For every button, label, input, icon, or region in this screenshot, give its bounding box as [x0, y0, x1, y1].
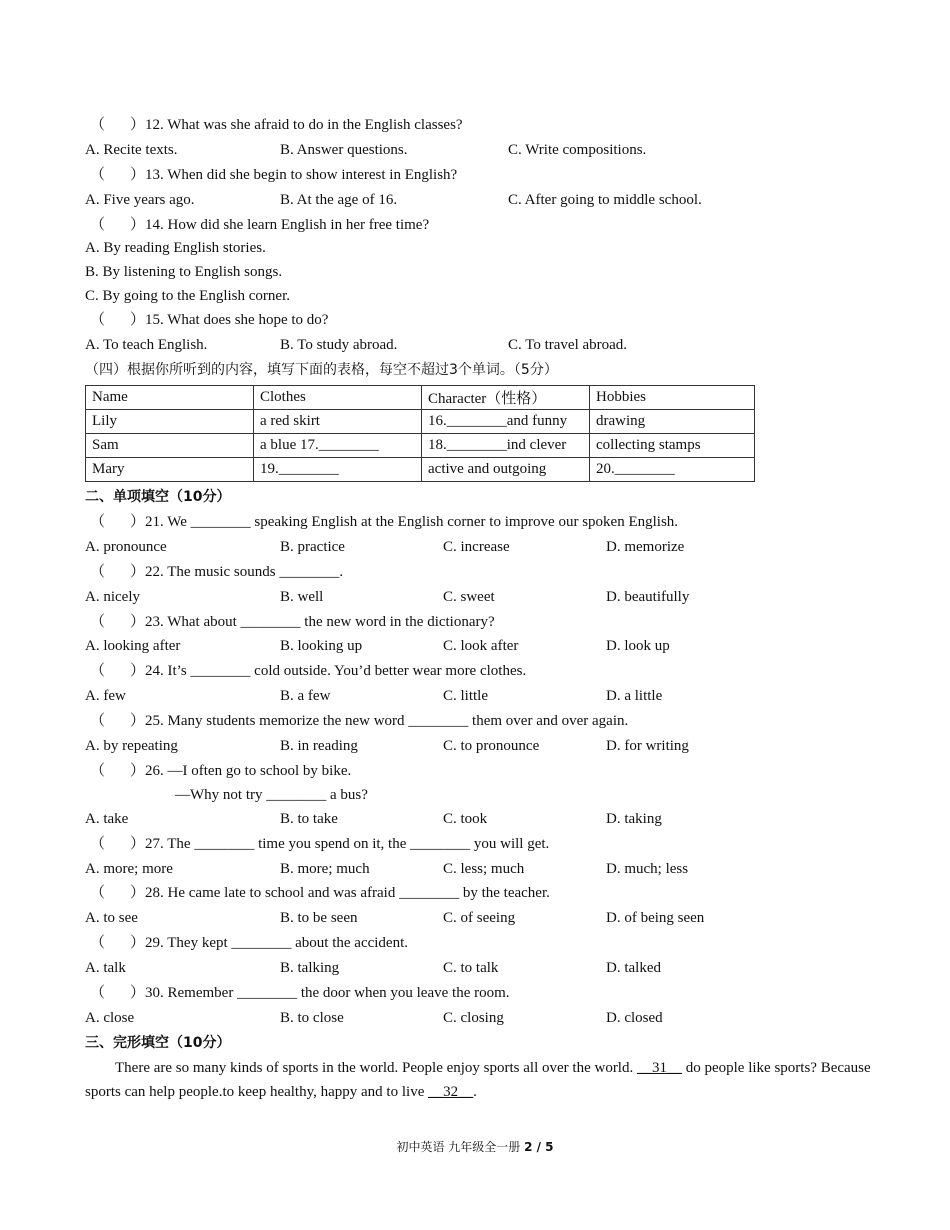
answer-paren: （	[90, 117, 106, 133]
answer-paren: （	[90, 713, 106, 730]
option-b: B. well	[280, 588, 324, 605]
answer-paren: （	[90, 514, 106, 531]
table-header-cell: Hobbies	[590, 386, 755, 410]
table-cell: Lily	[86, 410, 254, 434]
option-b: B. looking up	[280, 638, 363, 655]
option-b: B. At the age of 16.	[280, 191, 398, 208]
option-b: B. more; much	[280, 860, 370, 877]
options-13	[85, 188, 885, 213]
option-c: C. to pronounce	[443, 738, 540, 755]
option-b: B. By listening to English songs.	[85, 263, 283, 280]
table-header-cell: Name	[86, 386, 254, 410]
option-b: B. talking	[280, 960, 340, 977]
options-15	[85, 333, 885, 358]
option-b: B. in reading	[280, 738, 358, 755]
table-cell: 18.________ind clever	[422, 434, 590, 458]
option-c: C. After going to middle school.	[508, 191, 702, 208]
question-30: （ ）30. Remember ________ the door when you leave the room.	[85, 981, 885, 1006]
option-d: D. beautifully	[606, 588, 690, 605]
section-2-title: 二、单项填空（10分）	[85, 489, 231, 506]
option-b: B. to take	[280, 810, 338, 827]
option-c: C. less; much	[443, 860, 525, 877]
table-header-cell: Character（性格）	[422, 386, 590, 410]
options-21	[85, 535, 885, 560]
option-a: A. by repeating	[85, 738, 178, 755]
table-cell: 19.________	[254, 458, 422, 482]
option-c: C. Write compositions.	[508, 141, 647, 158]
options-23	[85, 634, 885, 659]
table-cell: Sam	[86, 434, 254, 458]
options-28	[85, 906, 885, 931]
section-3-title: 三、完形填空（10分）	[85, 1034, 231, 1051]
option-b: B. practice	[280, 538, 345, 555]
option-a: A. close	[85, 1009, 135, 1026]
table-cell: collecting stamps	[590, 434, 755, 458]
table-header-cell: Clothes	[254, 386, 422, 410]
table-cell: Mary	[86, 458, 254, 482]
question-15: （ ）15. What does she hope to do?	[85, 308, 885, 333]
option-a: A. To teach English.	[85, 337, 208, 354]
question-29: （ ）29. They kept ________ about the accident.	[85, 931, 885, 956]
table-cell: 20.________	[590, 458, 755, 482]
info-table	[85, 385, 755, 482]
answer-paren: （	[90, 835, 106, 852]
options-27	[85, 857, 885, 882]
table-cell: active and outgoing	[422, 458, 590, 482]
table-cell: 16.________and funny	[422, 410, 590, 434]
option-c: C. closing	[443, 1009, 504, 1026]
options-25	[85, 734, 885, 759]
option-b: B. Answer questions.	[280, 141, 408, 158]
option-a: A. pronounce	[85, 538, 167, 555]
option-a: A. looking after	[85, 638, 181, 655]
options-26	[85, 807, 885, 832]
option-d: D. a little	[606, 688, 663, 705]
answer-paren: （	[90, 885, 106, 902]
option-d: D. taking	[606, 810, 662, 827]
options-29	[85, 956, 885, 981]
answer-paren: （	[90, 166, 106, 183]
table-cell: a red skirt	[254, 410, 422, 434]
page-footer	[0, 1138, 950, 1155]
answer-paren: （	[90, 216, 106, 233]
answer-paren: （	[90, 985, 106, 1002]
option-a: A. take	[85, 810, 129, 827]
question-23: （ ）23. What about ________ the new word in the dictionary?	[85, 610, 885, 635]
table-cell: drawing	[590, 410, 755, 434]
answer-paren: （	[90, 563, 106, 580]
option-c: C. took	[443, 810, 488, 827]
question-12: （ ）12. What was she afraid to do in the English classes?	[85, 113, 885, 138]
table-header-row	[86, 386, 755, 410]
table-row	[86, 458, 755, 482]
cloze-blank-32: __32__	[428, 1083, 474, 1100]
section-4-title: （四）根据你所听到的内容，填写下面的表格，每空不超过3个单词。（5分）	[85, 362, 558, 379]
question-27: （ ）27. The ________ time you spend on it, the ________ you will get.	[85, 832, 885, 857]
answer-paren: （	[90, 762, 106, 779]
question-22: （ ）22. The music sounds ________.	[85, 560, 885, 585]
options-24	[85, 684, 885, 709]
question-25: （ ）25. Many students memorize the new word ________ them over and over again.	[85, 709, 885, 734]
options-12	[85, 138, 885, 163]
question-28: （ ）28. He came late to school and was afraid ________ by the teacher.	[85, 881, 885, 906]
question-26: （ ）26. —I often go to school by bike.	[85, 759, 885, 784]
option-c: C. little	[443, 688, 488, 705]
table-cell: a blue 17.________	[254, 434, 422, 458]
question-13: （ ）13. When did she begin to show interest in English?	[85, 163, 885, 188]
option-c: C. To travel abroad.	[508, 337, 628, 354]
option-b: B. to be seen	[280, 910, 358, 927]
answer-paren: （	[90, 312, 106, 329]
question-21: （ ）21. We ________ speaking English at the English corner to improve our spoken English.	[85, 510, 885, 535]
exam-page	[85, 113, 885, 1104]
option-a: A. By reading English stories.	[85, 240, 266, 257]
answer-paren: （	[90, 613, 106, 630]
option-c: C. look after	[443, 638, 519, 655]
option-b: B. a few	[280, 688, 331, 705]
answer-paren: （	[90, 663, 106, 680]
option-d: D. closed	[606, 1009, 663, 1026]
option-a: A. talk	[85, 960, 126, 977]
option-d: D. for writing	[606, 738, 689, 755]
option-c: C. increase	[443, 538, 510, 555]
option-a: A. Five years ago.	[85, 191, 195, 208]
table-row	[86, 434, 755, 458]
option-d: D. talked	[606, 960, 661, 977]
option-a: A. nicely	[85, 588, 140, 605]
option-b: B. To study abroad.	[280, 337, 398, 354]
cloze-passage: There are so many kinds of sports in the world. People enjoy sports all over the world. __31__ do people like sports? Because sports can help people.to keep healthy, happy and to live __32__.	[85, 1059, 871, 1100]
footer-text: 初中英语 九年级全一册	[396, 1140, 525, 1154]
option-d: D. much; less	[606, 860, 689, 877]
question-24: （ ）24. It’s ________ cold outside. You’d better wear more clothes.	[85, 659, 885, 684]
option-a: A. more; more	[85, 860, 173, 877]
page-number: 2 / 5	[524, 1140, 554, 1154]
option-d: D. of being seen	[606, 910, 705, 927]
option-d: D. look up	[606, 638, 670, 655]
answer-paren: （	[90, 935, 106, 952]
option-c: C. sweet	[443, 588, 495, 605]
options-22	[85, 585, 885, 610]
question-26-reply: —Why not try ________ a bus?	[175, 786, 368, 803]
cloze-blank-31: __31__	[636, 1059, 682, 1076]
option-b: B. to close	[280, 1009, 344, 1026]
option-d: D. memorize	[606, 538, 685, 555]
question-14: （ ）14. How did she learn English in her free time?	[85, 213, 885, 238]
option-a: A. few	[85, 688, 126, 705]
option-c: C. of seeing	[443, 910, 516, 927]
option-a: A. to see	[85, 910, 138, 927]
option-c: C. By going to the English corner.	[85, 288, 290, 305]
option-a: A. Recite texts.	[85, 141, 178, 158]
table-row	[86, 410, 755, 434]
options-30	[85, 1006, 885, 1031]
option-c: C. to talk	[443, 960, 499, 977]
